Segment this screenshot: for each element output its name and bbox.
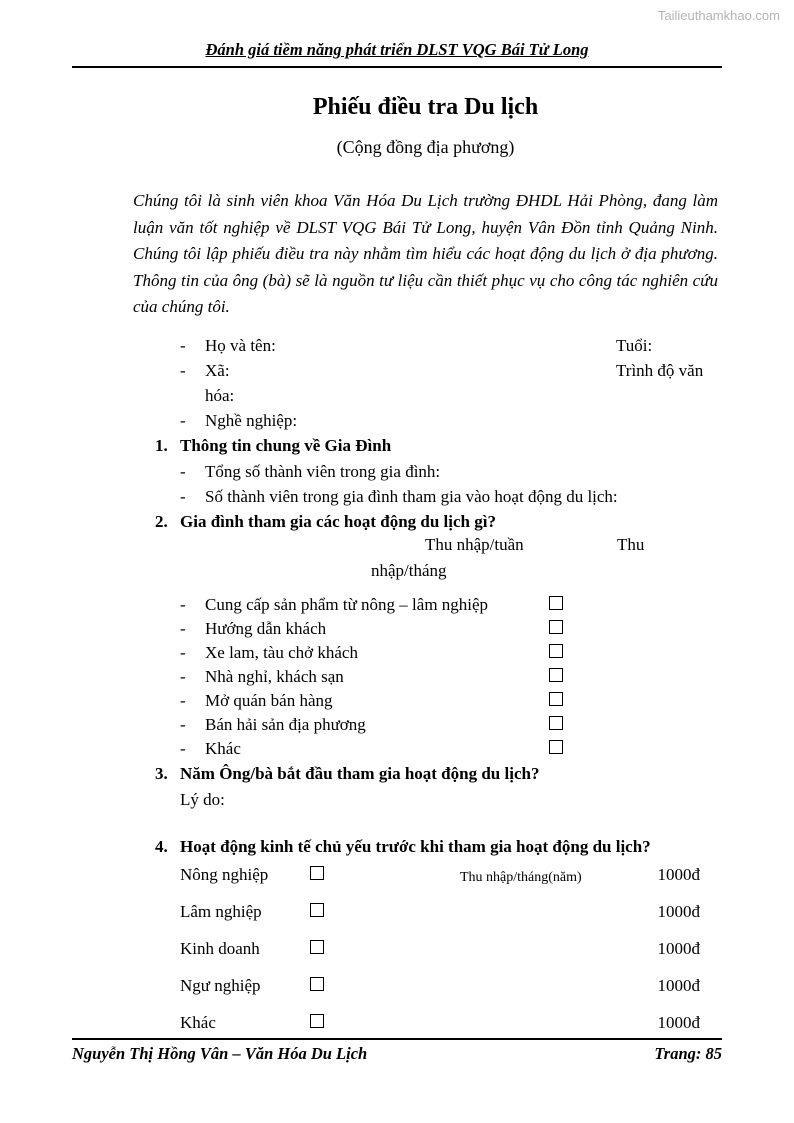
list-item (133, 484, 718, 509)
activity-row (133, 593, 718, 617)
field-commune-row (133, 358, 718, 383)
form-title: Phiếu điều tra Du lịch (312, 94, 539, 120)
list-item (133, 459, 718, 484)
commune-label: Xã: (205, 360, 230, 380)
activity-row (133, 713, 718, 737)
occupation-label: Nghề nghiệp: (205, 410, 298, 430)
list-item-label: Tổng số thành viên trong gia đình: (205, 461, 441, 481)
education-label-line1: Trình độ văn (616, 360, 704, 380)
dash-bullet: - (180, 714, 186, 734)
activity-row (133, 641, 718, 665)
dash-bullet: - (180, 335, 186, 355)
currency-unit: 1000đ (657, 1012, 700, 1032)
economy-checkbox[interactable] (310, 940, 324, 954)
dash-bullet: - (180, 486, 186, 506)
currency-unit: 1000đ (657, 864, 700, 884)
economy-checkbox[interactable] (310, 903, 324, 917)
currency-unit: 1000đ (657, 901, 700, 921)
activity-label: Bán hải sản địa phương (205, 714, 366, 734)
activity-label: Khác (205, 738, 241, 758)
income-column-headers (133, 535, 718, 587)
activity-label: Cung cấp sản phẩm từ nông – lâm nghiệp (205, 594, 489, 614)
section-title: Gia đình tham gia các hoạt động du lịch gì? (180, 511, 496, 531)
field-name-row (133, 333, 718, 358)
form-subtitle: (Cộng đồng địa phương) (336, 137, 515, 157)
header-title: Đánh giá tiềm năng phát triển DLST VQG Bái Tử Long (205, 40, 589, 59)
name-label: Họ và tên: (205, 335, 276, 355)
section-2-heading (133, 509, 718, 535)
income-month-header-line2: nhập/tháng (371, 560, 447, 580)
activity-checkbox[interactable] (549, 620, 563, 634)
dash-bullet: - (180, 360, 186, 380)
watermark: Tailieuthamkhao.com (657, 8, 780, 23)
activity-label: Xe lam, tàu chở khách (205, 642, 358, 662)
economy-label: Khác (180, 1012, 216, 1032)
economy-row (133, 899, 718, 936)
activity-checkbox[interactable] (549, 596, 563, 610)
activity-checkbox[interactable] (549, 716, 563, 730)
economy-checkbox[interactable] (310, 866, 324, 880)
economy-list (133, 862, 718, 1047)
currency-unit: 1000đ (657, 938, 700, 958)
page-footer (72, 1038, 722, 1064)
section-title: Hoạt động kinh tế chủ yếu trước khi tham gia hoạt động du lịch? (180, 836, 651, 856)
dash-bullet: - (180, 666, 186, 686)
field-occupation-row (133, 408, 718, 433)
dash-bullet: - (180, 738, 186, 758)
section-number: 3. (155, 763, 168, 783)
economy-label: Ngư nghiệp (180, 975, 261, 995)
activity-row (133, 737, 718, 761)
dash-bullet: - (180, 594, 186, 614)
dash-bullet: - (180, 410, 186, 430)
page-header (72, 40, 722, 68)
section-number: 1. (155, 435, 168, 455)
economy-checkbox[interactable] (310, 977, 324, 991)
personal-info (133, 333, 718, 433)
form-body (133, 88, 718, 1047)
income-per-month-label: Thu nhập/tháng(năm) (460, 869, 582, 885)
list-item-label: Số thành viên trong gia đình tham gia vào hoạt động du lịch: (205, 486, 618, 506)
section-number: 4. (155, 836, 168, 856)
activity-checkbox[interactable] (549, 692, 563, 706)
section-4-heading (133, 834, 718, 860)
economy-row (133, 862, 718, 899)
footer-page-number: Trang: 85 (654, 1044, 722, 1063)
dash-bullet: - (180, 618, 186, 638)
blank-line (133, 812, 718, 834)
activity-checkbox[interactable] (549, 668, 563, 682)
dash-bullet: - (180, 461, 186, 481)
income-month-header-line1: Thu (617, 534, 645, 554)
reason-row (133, 787, 718, 812)
education-label-line2: hóa: (205, 385, 235, 405)
section-1-heading (133, 433, 718, 459)
income-week-header: Thu nhập/tuần (425, 534, 524, 554)
section-3-heading (133, 761, 718, 787)
age-label: Tuổi: (616, 335, 653, 355)
section-title: Năm Ông/bà bắt đầu tham gia hoạt động du lịch? (180, 763, 540, 783)
currency-unit: 1000đ (657, 975, 700, 995)
activity-checkbox[interactable] (549, 740, 563, 754)
economy-row (133, 936, 718, 973)
dash-bullet: - (180, 642, 186, 662)
activity-label: Hướng dẫn khách (205, 618, 327, 638)
reason-label: Lý do: (180, 789, 225, 809)
dash-bullet: - (180, 690, 186, 710)
economy-row (133, 973, 718, 1010)
section-title: Thông tin chung về Gia Đình (180, 435, 392, 455)
activity-row (133, 689, 718, 713)
economy-label: Kinh doanh (180, 938, 260, 958)
activity-label: Nhà nghỉ, khách sạn (205, 666, 344, 686)
economy-label: Lâm nghiệp (180, 901, 262, 921)
intro-paragraph: Chúng tôi là sinh viên khoa Văn Hóa Du Lịch trường ĐHDL Hải Phòng, đang làm luận văn tốt nghiệp về DLST VQG Bái Tử Long, huyện Vân Đồn tỉnh Quảng Ninh. Chúng tôi lập phiếu điều tra này nhằm tìm hiểu các hoạt động du lịch ở địa phương. Thông tin của ông (bà) sẽ là nguồn tư liệu cần thiết phục vụ cho công tác nghiên cứu của chúng tôi. (133, 191, 718, 316)
activity-list (133, 593, 718, 761)
activity-label: Mở quán bán hàng (205, 690, 333, 710)
activity-checkbox[interactable] (549, 644, 563, 658)
field-education-wrap-row (133, 383, 718, 408)
economy-label: Nông nghiệp (180, 864, 269, 884)
economy-checkbox[interactable] (310, 1014, 324, 1028)
footer-author: Nguyễn Thị Hồng Vân – Văn Hóa Du Lịch (72, 1044, 368, 1063)
section-number: 2. (155, 511, 168, 531)
activity-row (133, 665, 718, 689)
activity-row (133, 617, 718, 641)
